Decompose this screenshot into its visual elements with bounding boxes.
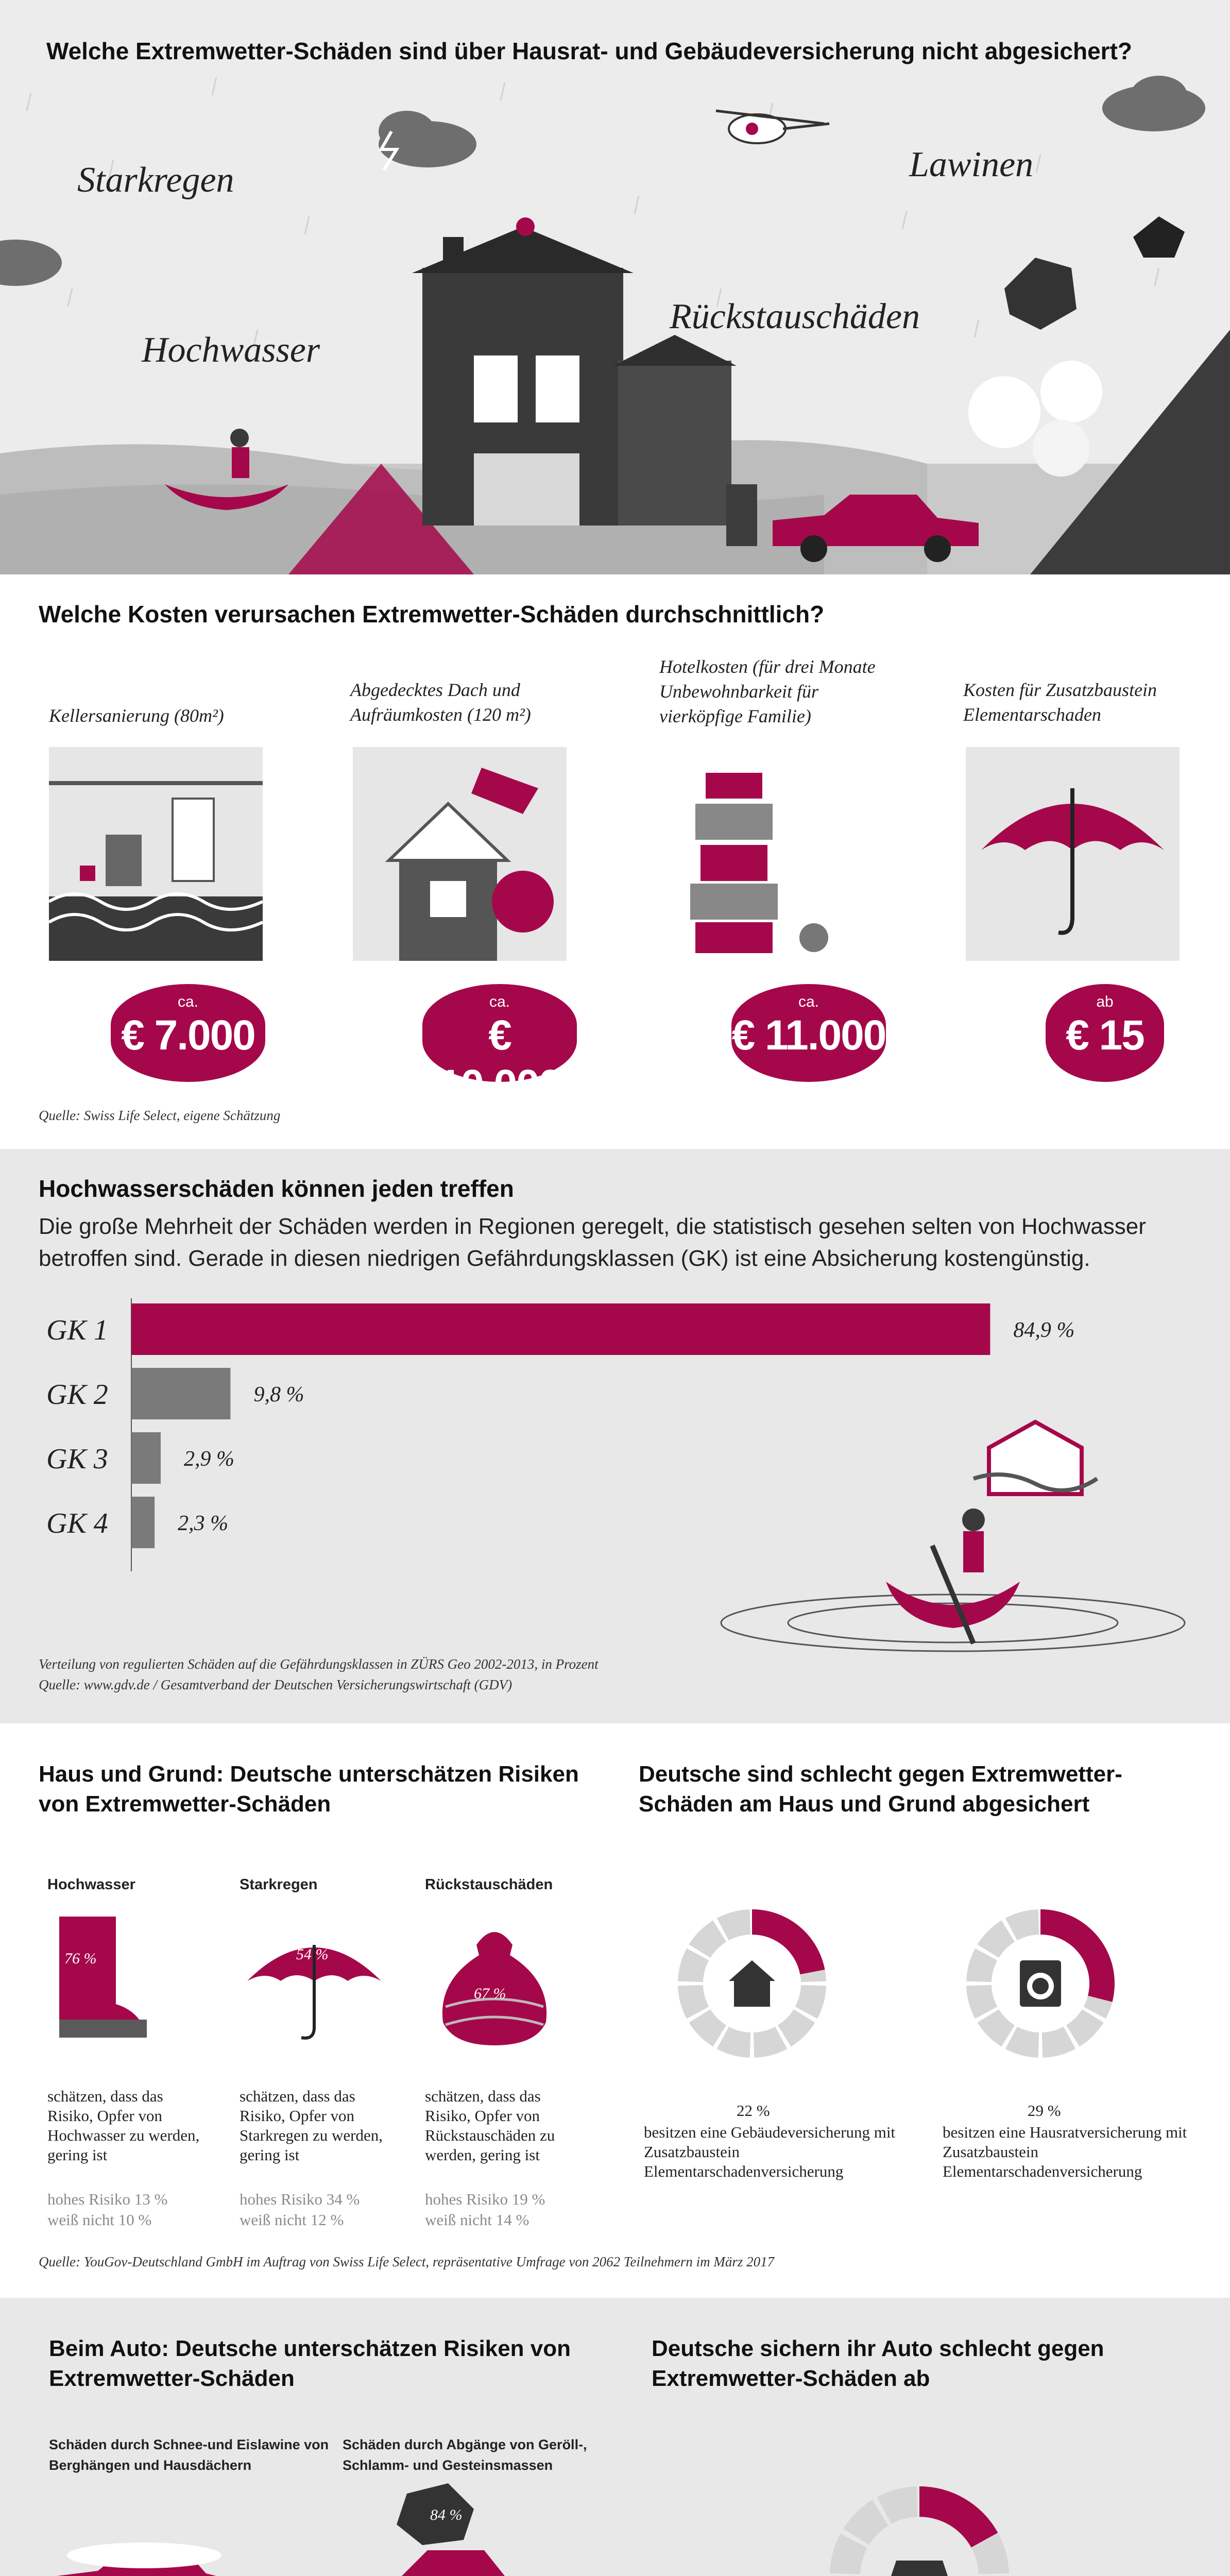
house-source: Quelle: YouGov-Deutschland GmbH im Auftrag von Swiss Life Select, repräsentative Umfrage von 2062 Teilnehmern im März 2017 (39, 2254, 775, 2269)
costs-title: Welche Kosten verursachen Extremwetter-Schäden durchschnittlich? (39, 601, 825, 628)
price-prefix-4: ab (1096, 993, 1114, 1010)
house-title-left: Haus und Grund: Deutsche unterschätzen Risiken von Extremwetter-Schäden (39, 1761, 579, 1817)
umbrella-illustration (966, 747, 1180, 961)
roof-illustration (353, 747, 567, 961)
donut-building-insurance (675, 1906, 829, 2061)
auto-section (0, 2298, 1230, 2576)
donut-segment (689, 2009, 727, 2047)
flood-source: Quelle: www.gdv.de / Gesamtverband der Deutschen Versicherungswirtschaft (GDV) (39, 1677, 512, 1692)
price-value-3: € 11.000 (731, 1012, 886, 1059)
flood-note: Verteilung von regulierten Schäden auf die Gefährdungsklassen in ZÜRS Geo 2002-2013, in Prozent (39, 1656, 599, 1672)
hero-label-hochwasser: Hochwasser (142, 330, 320, 370)
gk-category-label: GK 2 (46, 1379, 108, 1411)
auto-risk-label-rock: Schäden durch Abgänge von Geröll-, Schlamm- und Gesteinsmassen (343, 2437, 587, 2473)
risk-text-rueckstau: schätzen, dass das Risiko, Opfer von Rückstauschäden zu werden, gering ist (425, 2087, 555, 2164)
risk-high-rueckstau: hohes Risiko 19 % (425, 2190, 545, 2208)
price-value-1: € 7.000 (121, 1012, 255, 1059)
gk-value-label: 9,8 % (253, 1383, 304, 1406)
price-value-2: € 10.000 (438, 1012, 561, 1108)
gk-value-label: 2,9 % (183, 1447, 234, 1471)
cost-label-3: Hotelkosten (für drei Monate Unbewohnbarkeit für vierköpfige Familie) (659, 656, 876, 726)
donut-segment (978, 1921, 1015, 1958)
auto-risk-pct-rock: 84 % (430, 2506, 463, 2523)
risk-pct-hochwasser: 76 % (64, 1950, 97, 1967)
hero-label-starkregen: Starkregen (77, 160, 234, 200)
flood-text: Die große Mehrheit der Schäden werden in Regionen geregelt, die statistisch gesehen selten von Hochwasser betroffen sind. Gerade in diesen niedrigen Gefährdungsklassen (GK) ist eine Absicherung kostengünstig. (39, 1214, 1146, 1271)
donut-value-slice (752, 1909, 825, 1974)
donut-segment (1066, 2009, 1104, 2047)
risk-pct-rueckstau: 67 % (474, 1985, 506, 2002)
gk-category-label: GK 1 (46, 1314, 108, 1346)
risk-unknown-rueckstau: weiß nicht 14 % (425, 2211, 529, 2229)
house-title-right: Deutsche sind schlecht gegen Extremwetter-Schäden am Haus und Grund abgesichert (639, 1761, 1122, 1817)
snow-car-icon (41, 2524, 258, 2576)
risk-unknown-hochwasser: weiß nicht 10 % (47, 2211, 152, 2229)
gk-bar (131, 1432, 161, 1484)
gk-bar (131, 1368, 230, 1419)
insured-text-household: besitzen eine Hausratversicherung mit Zusatzbaustein Elementarschadenversicherung (943, 2123, 1187, 2180)
boot-icon (49, 1917, 152, 2040)
gk-value-label: 2,3 % (178, 1512, 229, 1535)
price-prefix-1: ca. (177, 993, 199, 1010)
price-prefix-2: ca. (489, 993, 510, 1010)
house-section (0, 1723, 1230, 2298)
cost-label-1: Kellersanierung (80m²) (49, 705, 224, 726)
gk-category-label: GK 3 (46, 1443, 108, 1475)
auto-title-right: Deutsche sichern ihr Auto schlecht gegen Extremwetter-Schäden ab (652, 2336, 1104, 2391)
donut-segment (689, 1921, 727, 1958)
costs-section (0, 574, 1230, 1149)
costs-source: Quelle: Swiss Life Select, eigene Schätzung (39, 1108, 281, 1123)
donut-value-slice (919, 2486, 998, 2548)
hero-label-rueckstau: Rückstauschäden (670, 297, 920, 336)
risk-pct-starkregen: 54 % (296, 1946, 329, 1963)
insured-pct-building: 22 % (737, 2102, 770, 2120)
cost-label-2: Abgedecktes Dach und Aufräumkosten (120 m²) (350, 680, 531, 725)
donut-segment (778, 2009, 815, 2047)
luggage-illustration (659, 747, 873, 961)
risk-text-starkregen: schätzen, dass das Risiko, Opfer von Starkregen zu werden, gering ist (240, 2087, 383, 2164)
price-badge-2 (422, 984, 577, 1108)
flood-section (0, 1149, 1230, 1723)
gk-bar (131, 1303, 990, 1355)
auto-title-left: Beim Auto: Deutsche unterschätzen Risiken von Extremwetter-Schäden (49, 2336, 571, 2391)
gk-bar (131, 1497, 155, 1548)
flood-boat-illustration (685, 1417, 1200, 1654)
auto-risk-label-snow: Schäden durch Schnee-und Eislawine von Berghängen und Hausdächern (49, 2437, 329, 2473)
hero-section (0, 0, 1230, 574)
rock-car-icon (350, 2483, 546, 2576)
donut-segment (978, 2009, 1015, 2047)
flood-title: Hochwasserschäden können jeden treffen (39, 1175, 514, 1202)
risk-high-hochwasser: hohes Risiko 13 % (47, 2190, 168, 2208)
insured-pct-household: 29 % (1028, 2102, 1061, 2120)
risk-text-hochwasser: schätzen, dass das Risiko, Opfer von Hochwasser zu werden, gering ist (47, 2087, 200, 2164)
donut-segment (843, 2500, 889, 2545)
price-badge-1 (111, 984, 265, 1082)
risk-label-starkregen: Starkregen (240, 1876, 318, 1893)
price-badge-4 (1046, 984, 1164, 1082)
price-prefix-3: ca. (798, 993, 819, 1010)
risk-label-rueckstau: Rückstauschäden (425, 1876, 553, 1893)
sack-icon (433, 1919, 556, 2048)
cost-label-4: Kosten für Zusatzbaustein Elementarschaden (963, 680, 1157, 725)
risk-high-starkregen: hohes Risiko 34 % (240, 2190, 360, 2208)
risk-label-hochwasser: Hochwasser (47, 1876, 135, 1893)
hero-title: Welche Extremwetter-Schäden sind über Hausrat- und Gebäudeversicherung nicht abgesichert? (46, 38, 1133, 64)
basement-illustration (49, 747, 263, 961)
risk-unknown-starkregen: weiß nicht 12 % (240, 2211, 344, 2229)
insured-text-building: besitzen eine Gebäudeversicherung mit Zusatzbaustein Elementarschadenversicherung (644, 2123, 896, 2180)
hero-label-lawinen: Lawinen (909, 145, 1034, 184)
donut-auto-insurance (827, 2483, 1012, 2576)
price-badge-3 (731, 984, 886, 1082)
gk-category-label: GK 4 (46, 1507, 108, 1539)
umbrella-icon (242, 1924, 386, 2048)
gk-value-label: 84,9 % (1013, 1318, 1075, 1342)
donut-household-insurance (963, 1906, 1118, 2061)
hero-illustration (0, 0, 1230, 574)
price-value-4: € 15 (1066, 1012, 1144, 1059)
